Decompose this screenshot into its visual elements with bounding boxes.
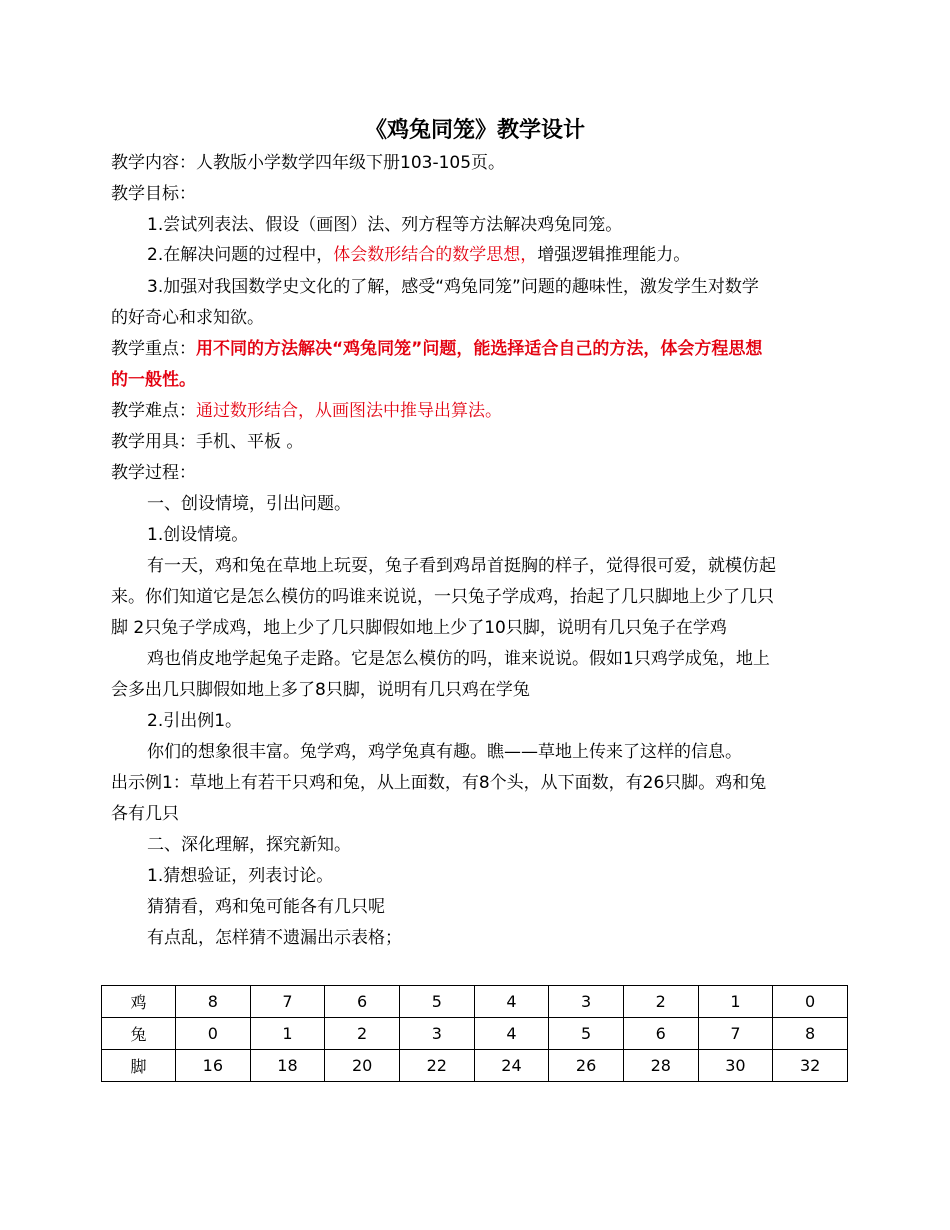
objective-2-highlight: 体会数形结合的数学思想，: [333, 245, 538, 265]
table-cell: 16: [176, 1050, 251, 1082]
enumeration-table: [101, 985, 848, 1082]
table-cell: 22: [399, 1050, 474, 1082]
objective-2-pre: 2.在解决问题的过程中，: [147, 245, 334, 265]
table-row-label: 鸡: [102, 986, 176, 1018]
tools-label: 教学用具：: [111, 432, 196, 452]
section-1-step-2: 2.引出例1。: [147, 711, 243, 731]
section-1-heading: 一、创设情境，引出问题。: [147, 494, 351, 514]
document-title: 《鸡兔同笼》教学设计: [364, 118, 585, 143]
table-cell: 28: [623, 1050, 698, 1082]
table-intro: 有点乱，怎样猜不遗漏出示表格；: [147, 928, 402, 948]
table-cell: 24: [474, 1050, 549, 1082]
table-row: [102, 986, 848, 1018]
table-cell: 1: [698, 986, 773, 1018]
difficulty-label: 教学难点：: [111, 401, 196, 421]
paragraph-2-line-1: 鸡也俏皮地学起兔子走路。它是怎么模仿的吗，谁来说说。假如1只鸡学成兔，地上: [147, 649, 770, 669]
guess-prompt: 猜猜看，鸡和兔可能各有几只呢: [147, 897, 385, 917]
paragraph-1-line-2: 来。你们知道它是怎么模仿的吗谁来说说，一只兔子学成鸡，抬起了几只脚地上少了几只: [111, 587, 774, 607]
section-1-step-1: 1.创设情境。: [147, 525, 249, 545]
table-cell: 1: [250, 1018, 325, 1050]
objective-3-line-2: 的好奇心和求知欲。: [111, 308, 264, 328]
key-point: [111, 339, 762, 359]
table-cell: 30: [698, 1050, 773, 1082]
table-row: [102, 1050, 848, 1082]
table-cell: 2: [325, 1018, 400, 1050]
objective-3-line-1: 3.加强对我国数学史文化的了解，感受“鸡兔同笼”问题的趣味性，激发学生对数学: [147, 277, 759, 297]
teaching-content: [111, 153, 505, 173]
table-cell: 3: [399, 1018, 474, 1050]
table-cell: 4: [474, 986, 549, 1018]
table-cell: 20: [325, 1050, 400, 1082]
table-cell: 7: [250, 986, 325, 1018]
table-cell: 8: [176, 986, 251, 1018]
paragraph-1-line-3: 脚 2只兔子学成鸡，地上少了几只脚假如地上少了10只脚，说明有几只兔子在学鸡: [111, 618, 727, 638]
paragraph-1-line-1: 有一天，鸡和兔在草地上玩耍，兔子看到鸡昂首挺胸的样子，觉得很可爱，就模仿起: [147, 556, 776, 576]
table-cell: 7: [698, 1018, 773, 1050]
key-point-label: 教学重点：: [111, 339, 196, 359]
table-cell: 26: [549, 1050, 624, 1082]
table-cell: 0: [176, 1018, 251, 1050]
tools: [111, 432, 303, 452]
objectives-label: 教学目标：: [111, 184, 196, 204]
objective-1: 1.尝试列表法、假设（画图）法、列方程等方法解决鸡兔同笼。: [147, 215, 623, 235]
tools-text: 手机、平板 。: [196, 432, 304, 452]
table-row-label: 脚: [102, 1050, 176, 1082]
table-cell: 5: [549, 1018, 624, 1050]
key-point-text-2: 的一般性。: [111, 370, 196, 390]
objective-2: [147, 245, 690, 265]
objective-2-post: 增强逻辑推理能力。: [537, 245, 691, 265]
teaching-content-label: 教学内容：: [111, 153, 196, 173]
difficulty-text: 通过数形结合，从画图法中推导出算法。: [196, 401, 502, 421]
difficulty: [111, 401, 502, 421]
table-cell: 18: [250, 1050, 325, 1082]
table-cell: 4: [474, 1018, 549, 1050]
section-2-heading: 二、深化理解，探究新知。: [147, 835, 351, 855]
table-cell: 2: [623, 986, 698, 1018]
example-line-2: 各有几只: [111, 804, 179, 824]
table-cell: 32: [773, 1050, 848, 1082]
table-cell: 6: [623, 1018, 698, 1050]
table-row-label: 兔: [102, 1018, 176, 1050]
key-point-text-1: 用不同的方法解决“鸡兔同笼”问题，能选择适合自己的方法，体会方程思想: [196, 339, 763, 359]
table-cell: 5: [399, 986, 474, 1018]
process-label: 教学过程：: [111, 463, 196, 483]
example-line-1: 出示例1：草地上有若干只鸡和兔，从上面数，有8个头，从下面数，有26只脚。鸡和兔: [111, 773, 767, 793]
table-cell: 6: [325, 986, 400, 1018]
table-cell: 3: [549, 986, 624, 1018]
table-cell: 0: [773, 986, 848, 1018]
teaching-content-text: 人教版小学数学四年级下册103-105页。: [196, 153, 506, 173]
table-row: [102, 1018, 848, 1050]
table-cell: 8: [773, 1018, 848, 1050]
paragraph-2-line-2: 会多出几只脚假如地上多了8只脚，说明有几只鸡在学兔: [111, 680, 530, 700]
section-2-step-1: 1.猜想验证，列表讨论。: [147, 866, 334, 886]
paragraph-3: 你们的想象很丰富。兔学鸡，鸡学兔真有趣。瞧——草地上传来了这样的信息。: [147, 742, 742, 762]
